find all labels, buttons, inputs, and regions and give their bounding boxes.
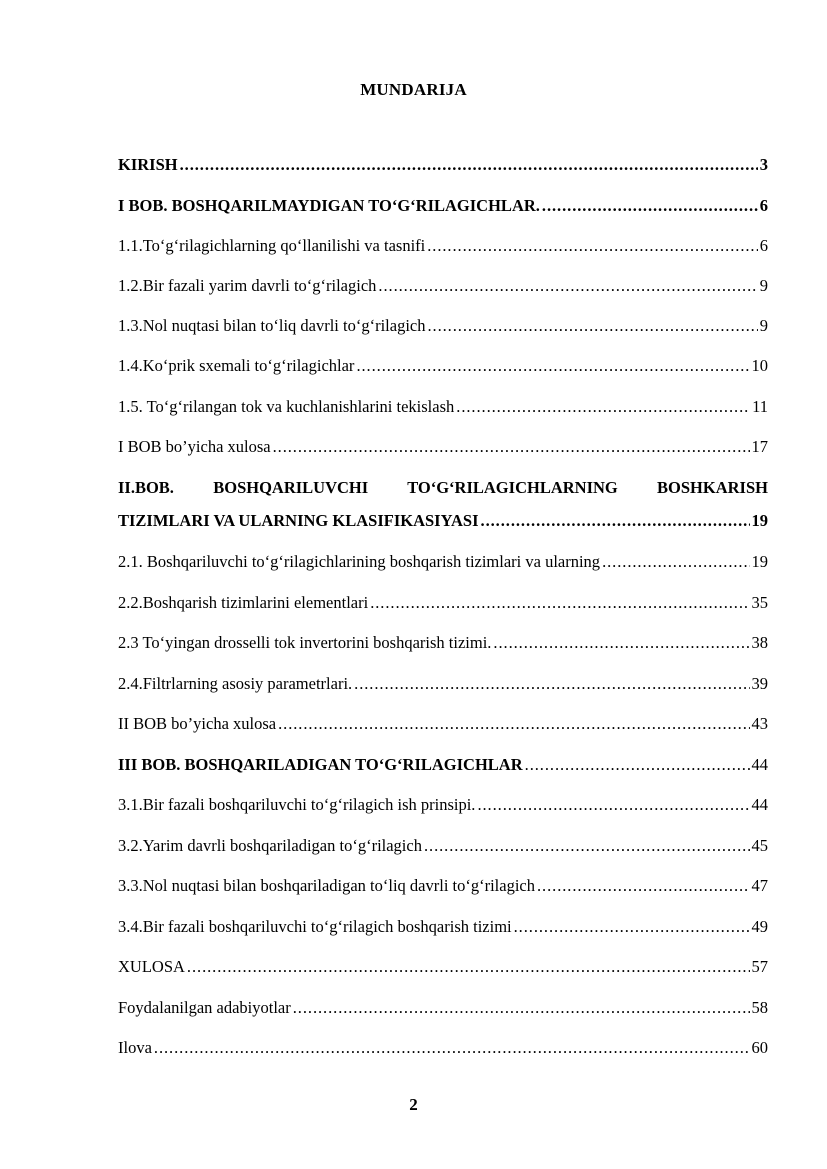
toc-entry-title: II BOB bo’yicha xulosa (118, 714, 277, 733)
toc-entry-title: 1.4.Ko‘prik sxemali to‘g‘rilagichlar (118, 356, 355, 375)
toc-entry-page: 47 (751, 876, 768, 895)
toc-entry-title: I BOB bo’yicha xulosa (118, 437, 271, 456)
leader-dots (514, 917, 750, 937)
toc-entry-page: 44 (751, 755, 768, 774)
toc-entry[interactable] (118, 714, 768, 734)
leader-dots (525, 755, 750, 775)
toc-entry[interactable] (118, 957, 768, 977)
toc-entry-title: 3.1.Bir fazali boshqariluvchi to‘g‘rilagich ish prinsipi. (118, 795, 476, 814)
toc-entry-page: 45 (751, 836, 768, 855)
toc-entry-page: 6 (759, 236, 768, 255)
toc-entry-page: 35 (751, 593, 768, 612)
toc-entry-title-line1: II.BOB. BOSHQARILUVCHI TO‘G‘RILAGICHLARNING BOSHKARISH (118, 478, 768, 497)
toc-entry[interactable] (118, 552, 768, 572)
toc-entry[interactable] (118, 356, 768, 376)
toc-entry-title: I BOB. BOSHQARILMAYDIGAN TO‘G‘RILAGICHLAR. (118, 196, 540, 215)
leader-dots (354, 674, 749, 694)
toc-entry[interactable] (118, 1038, 768, 1058)
toc-entry-title: 3.3.Nol nuqtasi bilan boshqariladigan to‘liq davrli to‘g‘rilagich (118, 876, 535, 895)
leader-dots (542, 196, 758, 216)
toc-entry[interactable] (118, 998, 768, 1018)
toc-entry-title: XULOSA (118, 957, 185, 976)
toc-entry-title: 3.2.Yarim davrli boshqariladigan to‘g‘rilagich (118, 836, 422, 855)
toc-entry-page: 44 (751, 795, 768, 814)
leader-dots (154, 1038, 750, 1058)
toc-entry-page: 19 (751, 511, 768, 530)
leader-dots (424, 836, 750, 856)
toc-entry-title: 1.3.Nol nuqtasi bilan to‘liq davrli to‘g‘rilagich (118, 316, 426, 335)
toc-entry[interactable] (118, 155, 768, 175)
leader-dots (187, 957, 750, 977)
toc-entry-title: 3.4.Bir fazali boshqariluvchi to‘g‘rilagich boshqarish tizimi (118, 917, 512, 936)
toc-entry-two-line[interactable] (118, 478, 768, 531)
leader-dots (427, 236, 758, 256)
toc-entry-title: 2.4.Filtrlarning asosiy parametrlari. (118, 674, 353, 693)
page-title: MUNDARIJA (360, 80, 467, 99)
leader-dots (477, 795, 749, 815)
toc-entry-title: 2.1. Boshqariluvchi to‘g‘rilagichlarining boshqarish tizimlari va ularning (118, 552, 601, 571)
toc-entry-title: KIRISH (118, 155, 178, 174)
toc-entry-title: 2.3 To‘yingan drosselli tok invertorini boshqarish tizimi. (118, 633, 492, 652)
toc-entry-page: 3 (759, 155, 768, 174)
leader-dots (602, 552, 749, 572)
toc-entry-title: Ilova (118, 1038, 152, 1057)
leader-dots (481, 511, 750, 531)
leader-dots (273, 437, 750, 457)
toc-entry-page: 6 (759, 196, 768, 215)
toc-entry-page: 43 (751, 714, 768, 733)
toc-entry-page: 11 (752, 397, 768, 416)
toc-entry[interactable] (118, 437, 768, 457)
toc-entry[interactable] (118, 633, 768, 653)
leader-dots (293, 998, 750, 1018)
toc-entry-page: 10 (751, 356, 768, 375)
page-number: 2 (409, 1095, 418, 1114)
toc-entry-title: 1.5. To‘g‘rilangan tok va kuchlanishlarini tekislash (118, 397, 455, 416)
toc-entry-page: 9 (759, 276, 768, 295)
toc-entry[interactable] (118, 397, 768, 417)
toc-entry[interactable] (118, 276, 768, 296)
toc-entry[interactable] (118, 836, 768, 856)
leader-dots (378, 276, 757, 296)
toc-entry-title: 1.2.Bir fazali yarim davrli to‘g‘rilagich (118, 276, 377, 295)
toc-entry-title: III BOB. BOSHQARILADIGAN TO‘G‘RILAGICHLAR (118, 755, 523, 774)
toc-entry-title: 1.1.To‘g‘rilagichlarning qo‘llanilishi va tasnifi (118, 236, 426, 255)
toc-entry-page: 39 (751, 674, 768, 693)
toc-entry-title: TIZIMLARI VA ULARNING KLASIFIKASIYASI (118, 511, 479, 530)
toc-entry-page: 17 (751, 437, 768, 456)
leader-dots (537, 876, 750, 896)
toc-entry-page: 9 (759, 316, 768, 335)
toc-entry[interactable] (118, 755, 768, 775)
toc-entry[interactable] (118, 674, 768, 694)
leader-dots (180, 155, 758, 175)
toc-entry-title: 2.2.Boshqarish tizimlarini elementlari (118, 593, 369, 612)
toc-entry[interactable] (118, 795, 768, 815)
leader-dots (427, 316, 757, 336)
leader-dots (370, 593, 749, 613)
toc-entry-page: 19 (751, 552, 768, 571)
toc-entry-page: 49 (751, 917, 768, 936)
toc-entry-page: 60 (751, 1038, 768, 1057)
toc-entry-page: 38 (751, 633, 768, 652)
toc-entry[interactable] (118, 236, 768, 256)
leader-dots (278, 714, 749, 734)
toc-entry[interactable] (118, 316, 768, 336)
toc-entry[interactable] (118, 196, 768, 216)
toc-entry-page: 58 (751, 998, 768, 1017)
toc-entry[interactable] (118, 917, 768, 937)
leader-dots (456, 397, 750, 417)
toc-entry[interactable] (118, 876, 768, 896)
leader-dots (493, 633, 749, 653)
toc-entry-title: Foydalanilgan adabiyotlar (118, 998, 291, 1017)
leader-dots (356, 356, 749, 376)
toc-entry[interactable] (118, 593, 768, 613)
toc-entry-page: 57 (751, 957, 768, 976)
